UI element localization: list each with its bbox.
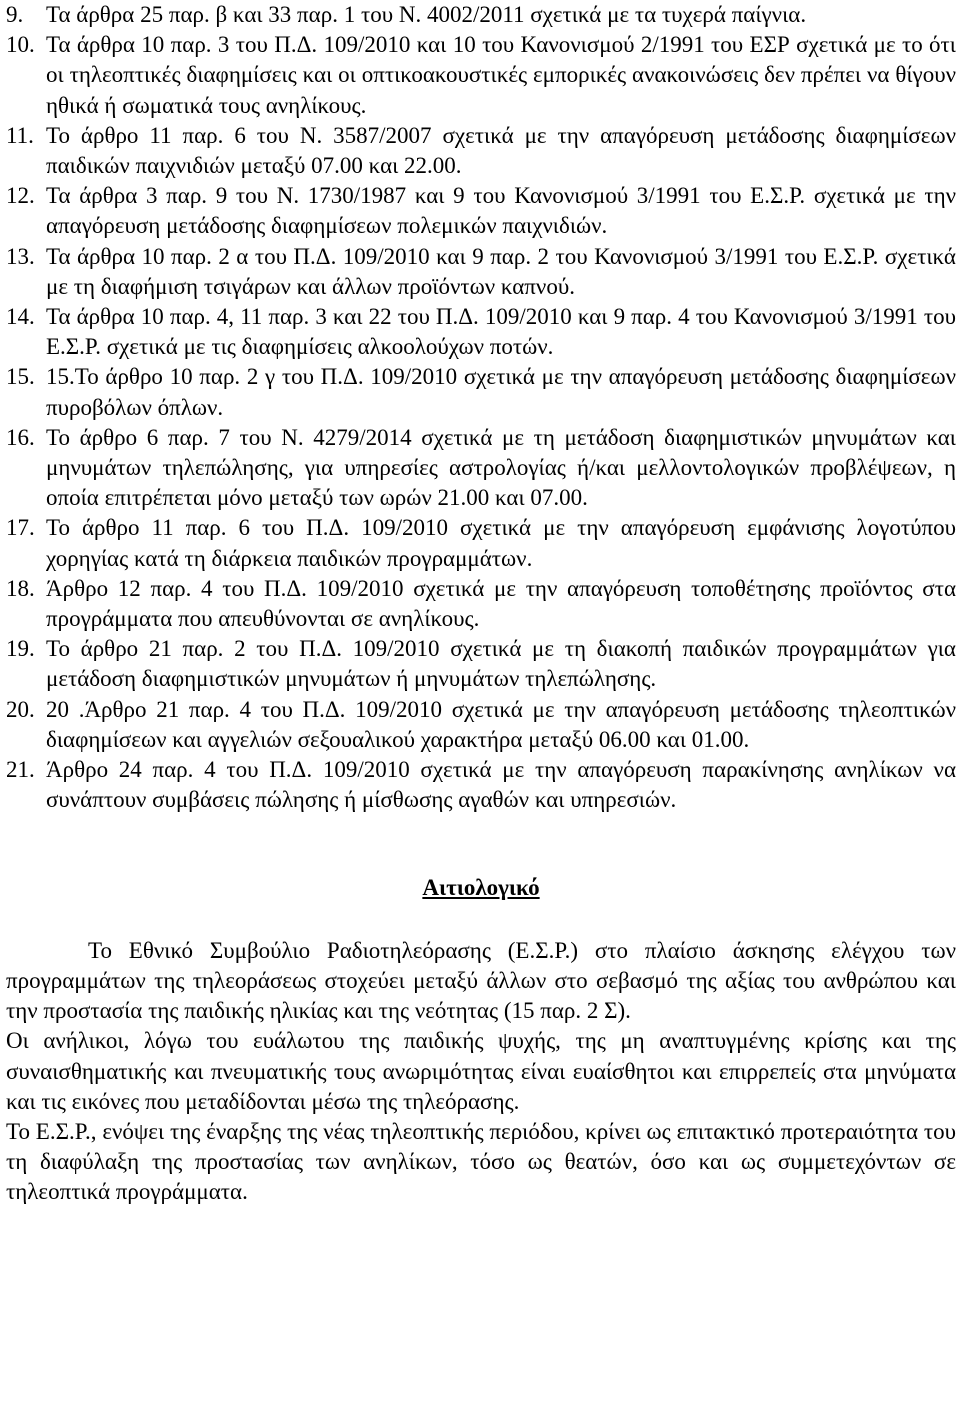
item-text: Τα άρθρα 25 παρ. β και 33 παρ. 1 του Ν. 4002/2011 σχετικά με τα τυχερά παίγνια. — [46, 2, 807, 27]
item-text: Τα άρθρα 10 παρ. 3 του Π.Δ. 109/2010 και 10 του Κανονισμού 2/1991 του ΕΣΡ σχετικά με το ότι οι τηλεοπτικές διαφημίσεις και οι οπτικοακουστικές εμπορικές ανακοινώσεις δεν πρέπει να θίγουν ηθικά ή σωματικά τους ανηλίκους. — [46, 32, 956, 118]
item-number: 21. — [6, 757, 35, 783]
item-text: Το άρθρο 21 παρ. 2 του Π.Δ. 109/2010 σχετικά με τη διακοπή παιδικών προγραμμάτων για μετάδοση διαφημιστικών μηνυμάτων ή μηνυμάτων τηλεπώλησης. — [46, 636, 956, 692]
item-number: 13. — [6, 243, 35, 269]
item-number: 12. — [6, 183, 35, 209]
list-item — [6, 302, 956, 362]
list-item — [6, 30, 956, 121]
item-number: 18. — [6, 575, 35, 601]
list-item — [6, 695, 956, 755]
legal-provisions-list — [6, 0, 956, 815]
list-item — [6, 121, 956, 181]
item-number: 15. — [6, 364, 35, 390]
list-item — [6, 362, 956, 422]
item-text: Το άρθρο 11 παρ. 6 του Π.Δ. 109/2010 σχετικά με την απαγόρευση εμφάνισης λογοτύπου χορηγίας κατά τη διάρκεια παιδικών προγραμμάτων. — [46, 515, 956, 571]
list-item — [6, 242, 956, 302]
rationale-paragraph: Το Εθνικό Συμβούλιο Ραδιοτηλεόρασης (Ε.Σ.Ρ.) στο πλαίσιο άσκησης ελέγχου των προγραμμάτων της τηλεοράσεως στοχεύει μεταξύ άλλων στο σεβασμό της αξίας του ανθρώπου και την προστασία της παιδικής ηλικίας και της νεότητας (15 παρ. 2 Σ). — [6, 937, 956, 1024]
item-text: 20 .Άρθρο 21 παρ. 4 του Π.Δ. 109/2010 σχετικά με την απαγόρευση μετάδοσης τηλεοπτικών διαφημίσεων και αγγελιών σεξουαλικού χαρακτήρα μεταξύ 06.00 και 01.00. — [46, 696, 956, 752]
list-item — [6, 181, 956, 241]
item-text: Τα άρθρα 3 παρ. 9 του Ν. 1730/1987 και 9 του Κανονισμού 3/1991 του Ε.Σ.Ρ. σχετικά με την απαγόρευση μετάδοσης διαφημίσεων πολεμικών παιχνιδιών. — [46, 183, 956, 239]
rationale-paragraph: Το Ε.Σ.Ρ., ενόψει της έναρξης της νέας τηλεοπτικής περιόδου, κρίνει ως επιτακτικό προτεραιότητα του τη διαφύλαξη της προστασίας των ανηλίκων, τόσο ως θεατών, όσο και ως συμμετεχόντων σε τηλεοπτικά προγράμματα. — [6, 1118, 956, 1205]
item-number: 11. — [6, 122, 34, 148]
item-number: 14. — [6, 304, 35, 330]
list-item — [6, 0, 956, 30]
item-number: 19. — [6, 636, 35, 662]
item-text: Άρθρο 12 παρ. 4 του Π.Δ. 109/2010 σχετικά με την απαγόρευση τοποθέτησης προϊόντος στα προγράμματα που απευθύνονται σε ανηλίκους. — [46, 575, 956, 632]
item-text: Τα άρθρα 10 παρ. 4, 11 παρ. 3 και 22 του Π.Δ. 109/2010 και 9 παρ. 4 του Κανονισμού 3/1991 του Ε.Σ.Ρ. σχετικά με τις διαφημίσεις αλκοολούχων ποτών. — [46, 304, 956, 360]
item-text: Τα άρθρα 10 παρ. 2 α του Π.Δ. 109/2010 και 9 παρ. 2 του Κανονισμού 3/1991 του Ε.Σ.Ρ. σχετικά με τη διαφήμιση τσιγάρων και άλλων προϊόντων καπνού. — [46, 243, 956, 299]
item-text: Το άρθρο 6 παρ. 7 του Ν. 4279/2014 σχετικά με τη μετάδοση διαφημιστικών μηνυμάτων και μηνυμάτων τηλεπώλησης, για υπηρεσίες αστρολογίας ή/και μελλοντολογικών προβλέψεων, η οποία επιτρέπεται μόνο μεταξύ των ωρών 21.00 και 07.00. — [46, 424, 956, 511]
item-number: 9. — [6, 2, 24, 27]
rationale-heading: Αιτιολογικό — [422, 875, 540, 901]
item-number: 20. — [6, 696, 35, 722]
item-number: 16. — [6, 424, 35, 450]
list-item — [6, 634, 956, 694]
item-number: 10. — [6, 32, 35, 58]
item-text: 15.Το άρθρο 10 παρ. 2 γ του Π.Δ. 109/2010 σχετικά με την απαγόρευση μετάδοσης διαφημίσεων πυροβόλων όπλων. — [46, 364, 956, 420]
list-item — [6, 574, 956, 634]
rationale-paragraph: Οι ανήλικοι, λόγω του ευάλωτου της παιδικής ψυχής, της μη αναπτυγμένης κρίσης και της συναισθηματικής και πνευματικής τους ανωριμότητας είναι ευαίσθητοι και επιρρεπείς στα μηνύματα και τις εικόνες που μεταδίδονται μέσω της τηλεόρασης. — [6, 1028, 956, 1114]
item-text: Το άρθρο 11 παρ. 6 του Ν. 3587/2007 σχετικά με την απαγόρευση μετάδοσης διαφημίσεων παιδικών παιχνιδιών μεταξύ 07.00 και 22.00. — [46, 122, 956, 179]
item-number: 17. — [6, 515, 35, 541]
list-item — [6, 423, 956, 514]
list-item — [6, 513, 956, 573]
item-text: Άρθρο 24 παρ. 4 του Π.Δ. 109/2010 σχετικά με την απαγόρευση παρακίνησης ανηλίκων να συνάπτουν συμβάσεις πώλησης ή μίσθωσης αγαθών και υπηρεσιών. — [46, 757, 956, 813]
list-item — [6, 755, 956, 815]
